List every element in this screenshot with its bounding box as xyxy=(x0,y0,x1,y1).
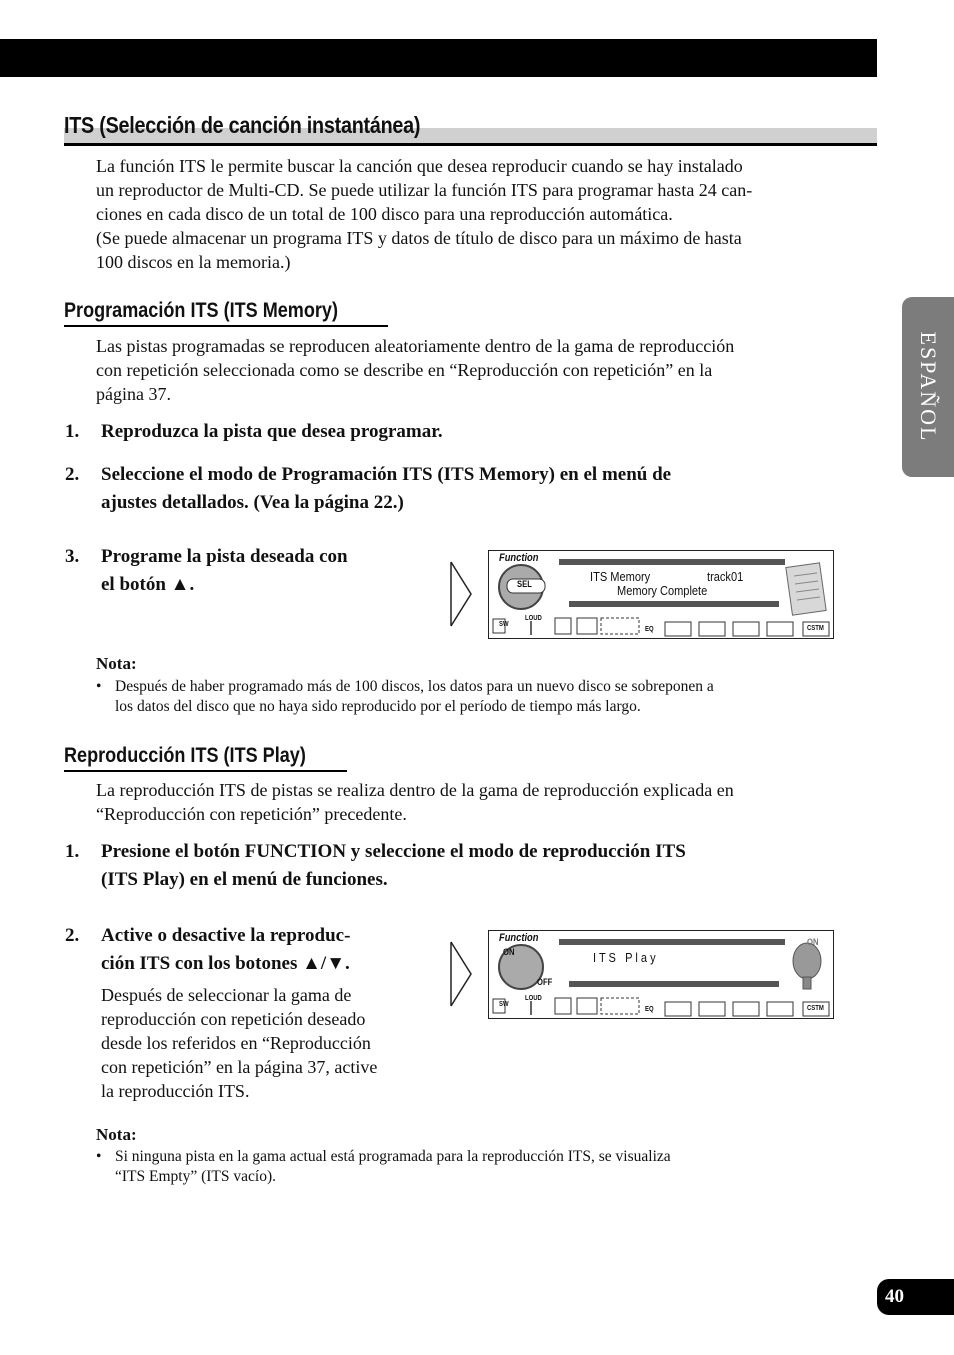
off-label: OFF xyxy=(537,977,553,987)
intro-line: 100 discos en la memoria.) xyxy=(96,252,291,272)
step-number: 2. xyxy=(65,925,80,946)
play-step-2-body: Después de seleccionar la gama de reproducción con repetición deseado desde los referidos en “Reproducción con repetición” en la página 37, active la reproducción ITS. xyxy=(101,985,378,1101)
memory-line: con repetición seleccionada como se describe en “Reproducción con repetición” en la xyxy=(96,360,713,380)
play-step-1 xyxy=(65,838,855,894)
lcd-track-text: track01 xyxy=(707,569,744,584)
cstm-label: CSTM xyxy=(807,625,824,632)
play-heading: Reproducción ITS (ITS Play) xyxy=(64,744,306,767)
memory-step-1 xyxy=(65,418,855,446)
lcd-mode-text: ITS Memory xyxy=(590,569,651,584)
memory-line: página 37. xyxy=(96,384,171,404)
memory-heading-rule xyxy=(64,325,388,327)
on-label: ON xyxy=(503,947,515,957)
step-text: Reproduzca la pista que desea programar. xyxy=(101,421,443,442)
memory-paragraph xyxy=(96,334,734,406)
step-number: 3. xyxy=(65,546,80,567)
loud-label: LOUD xyxy=(525,995,542,1002)
language-tab-label: ESPAÑOL xyxy=(916,331,941,443)
memory-note: Después de haber programado más de 100 discos, los datos para un nuevo disco se sobreponen a los datos del disco que no haya sido reproducido por el período de tiempo más largo. xyxy=(115,678,714,715)
step-number: 1. xyxy=(65,841,80,862)
header-bar xyxy=(0,39,877,77)
memory-line: Las pistas programadas se reproducen aleatoriamente dentro de la gama de reproducción xyxy=(96,336,735,356)
title-rule xyxy=(64,143,877,146)
note-label: Nota: xyxy=(96,1125,137,1144)
step-text: Presione el botón FUNCTION y seleccione el modo de reproducción ITS (ITS Play) en el menú de funciones. xyxy=(101,841,686,890)
play-step-2 xyxy=(65,922,425,978)
step-text: Active o desactive la reproduc- ción ITS con los botones ▲/▼. xyxy=(101,925,351,974)
lcd-mode-text: I T S P l a y xyxy=(593,950,656,965)
lcd-status-text: Memory Complete xyxy=(617,583,708,598)
function-label: Function xyxy=(499,932,539,944)
note-label: Nota: xyxy=(96,654,137,673)
on-right-label: ON xyxy=(807,937,819,947)
eq-label: EQ xyxy=(645,626,654,633)
intro-line: ciones en cada disco de un total de 100 disco para una reproducción automática. xyxy=(96,204,673,224)
step-text: Seleccione el modo de Programación ITS (ITS Memory) en el menú de ajustes detallados. (Vea la página 22.) xyxy=(101,464,672,513)
play-note: Si ninguna pista en la gama actual está programada para la reproducción ITS, se visualiza “ITS Empty” (ITS vacío). xyxy=(115,1148,671,1185)
play-heading-rule xyxy=(64,770,347,772)
lcd-display-its-play xyxy=(488,930,834,1019)
memory-heading: Programación ITS (ITS Memory) xyxy=(64,299,338,322)
intro-line: un reproductor de Multi-CD. Se puede utilizar la función ITS para programar hasta 24 can- xyxy=(96,180,753,200)
bullet-icon: • xyxy=(96,1148,102,1165)
sw-label: SW xyxy=(499,621,509,628)
section-title: ITS (Selección de canción instantánea) xyxy=(64,112,421,138)
step-number: 2. xyxy=(65,464,80,485)
lcd-graphic xyxy=(489,931,833,1018)
memory-step-3 xyxy=(65,543,425,599)
step-text: Programe la pista deseada con el botón ▲. xyxy=(101,546,348,595)
intro-paragraph xyxy=(96,154,752,274)
page-number: 40 xyxy=(877,1279,954,1315)
play-paragraph xyxy=(96,778,734,826)
bullet-icon: • xyxy=(96,678,102,695)
sw-label: SW xyxy=(499,1001,509,1008)
intro-line: (Se puede almacenar un programa ITS y datos de título de disco para un máximo de hasta xyxy=(96,228,742,248)
intro-line: La función ITS le permite buscar la canción que desea reproducir cuando se hay instalado xyxy=(96,156,743,176)
pointer-arrow-icon xyxy=(449,560,475,628)
function-label: Function xyxy=(499,552,539,564)
sel-label: SEL xyxy=(517,579,532,589)
cstm-label: CSTM xyxy=(807,1005,824,1012)
eq-label: EQ xyxy=(645,1006,654,1013)
pointer-arrow-icon xyxy=(449,940,475,1008)
lcd-display-its-memory xyxy=(488,550,834,639)
memory-step-2 xyxy=(65,461,855,517)
step-number: 1. xyxy=(65,421,80,442)
play-line: “Reproducción con repetición” precedente. xyxy=(96,804,407,824)
loud-label: LOUD xyxy=(525,615,542,622)
play-line: La reproducción ITS de pistas se realiza dentro de la gama de reproducción explicada en xyxy=(96,780,734,800)
